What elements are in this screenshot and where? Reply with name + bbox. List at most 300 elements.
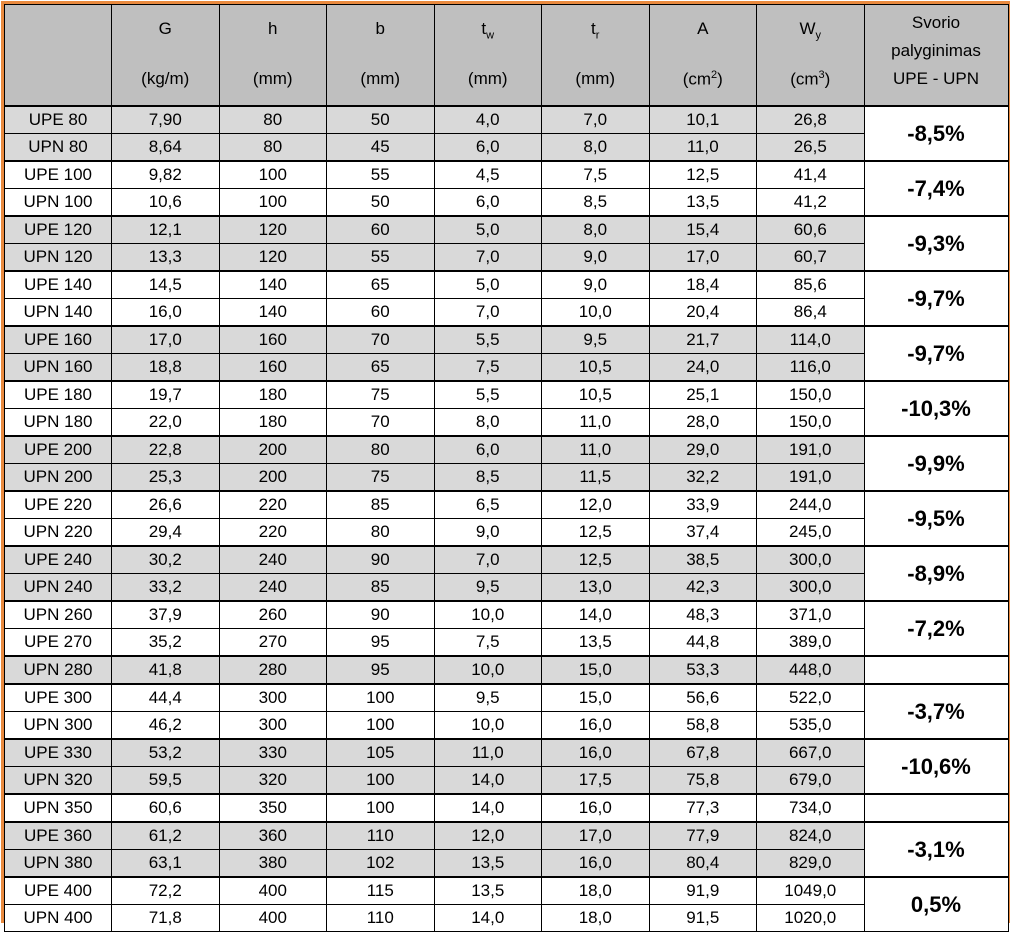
profile-name-cell: UPN 180 xyxy=(5,409,112,437)
table-row xyxy=(5,850,1009,878)
table-row xyxy=(5,161,1009,189)
value-cell: 7,90 xyxy=(112,106,220,134)
value-cell: 11,0 xyxy=(542,436,650,464)
value-cell: 26,6 xyxy=(112,491,220,519)
profile-name-cell: UPE 200 xyxy=(5,436,112,464)
value-cell: 6,0 xyxy=(434,436,542,464)
header-comparison xyxy=(864,5,1008,107)
header-symbol-text: G xyxy=(158,19,172,38)
value-cell: 13,5 xyxy=(434,850,542,878)
value-cell: 71,8 xyxy=(112,905,220,932)
value-cell: 10,0 xyxy=(434,712,542,740)
value-cell: 11,5 xyxy=(542,464,650,492)
value-cell: 120 xyxy=(219,244,327,272)
value-cell: 120 xyxy=(219,216,327,244)
value-cell: 300,0 xyxy=(757,546,865,574)
header-symbol-text: W xyxy=(799,19,816,38)
header-symbol-text: t xyxy=(481,19,487,38)
header-unit-text: (mm) xyxy=(467,69,508,88)
value-cell: 16,0 xyxy=(542,850,650,878)
header-comparison-line3: UPE - UPN xyxy=(893,69,979,88)
value-cell: 9,5 xyxy=(434,574,542,602)
value-cell: 85 xyxy=(327,491,435,519)
table-row xyxy=(5,739,1009,767)
value-cell: 300,0 xyxy=(757,574,865,602)
header-symbol-text: b xyxy=(375,19,385,38)
header-profile-name xyxy=(5,5,112,107)
comparison-cell: -8,5% xyxy=(864,106,1008,161)
profile-name-cell: UPN 300 xyxy=(5,712,112,740)
value-cell: 280 xyxy=(219,656,327,684)
value-cell: 29,0 xyxy=(649,436,757,464)
profile-name-cell: UPN 260 xyxy=(5,601,112,629)
value-cell: 86,4 xyxy=(757,299,865,327)
value-cell: 11,0 xyxy=(649,134,757,162)
profile-name-cell: UPN 240 xyxy=(5,574,112,602)
value-cell: 180 xyxy=(219,381,327,409)
value-cell: 13,5 xyxy=(434,877,542,905)
table-row xyxy=(5,794,1009,822)
header-symbol-subscript: r xyxy=(595,29,600,42)
value-cell: 150,0 xyxy=(757,409,865,437)
value-cell: 25,1 xyxy=(649,381,757,409)
value-cell: 30,2 xyxy=(112,546,220,574)
value-cell: 29,4 xyxy=(112,519,220,547)
value-cell: 360 xyxy=(219,822,327,850)
value-cell: 100 xyxy=(327,684,435,712)
value-cell: 14,0 xyxy=(434,767,542,795)
table-row xyxy=(5,684,1009,712)
value-cell: 17,0 xyxy=(542,822,650,850)
value-cell: 8,5 xyxy=(542,189,650,217)
header-symbol xyxy=(327,19,434,39)
value-cell: 22,8 xyxy=(112,436,220,464)
value-cell: 829,0 xyxy=(757,850,865,878)
value-cell: 56,6 xyxy=(649,684,757,712)
value-cell: 679,0 xyxy=(757,767,865,795)
value-cell: 15,0 xyxy=(542,656,650,684)
value-cell: 330 xyxy=(219,739,327,767)
value-cell: 320 xyxy=(219,767,327,795)
value-cell: 17,0 xyxy=(112,326,220,354)
value-cell: 60 xyxy=(327,299,435,327)
value-cell: 80 xyxy=(219,134,327,162)
header-comparison-text xyxy=(865,9,1008,93)
header-unit xyxy=(112,69,219,89)
value-cell: 8,5 xyxy=(434,464,542,492)
profile-name-cell: UPN 140 xyxy=(5,299,112,327)
value-cell: 667,0 xyxy=(757,739,865,767)
value-cell: 28,0 xyxy=(649,409,757,437)
value-cell: 245,0 xyxy=(757,519,865,547)
value-cell: 10,0 xyxy=(434,656,542,684)
profile-comparison-table xyxy=(4,4,1009,932)
value-cell: 67,8 xyxy=(649,739,757,767)
value-cell: 1020,0 xyxy=(757,905,865,932)
value-cell: 77,9 xyxy=(649,822,757,850)
comparison-cell: -3,7% xyxy=(864,684,1008,739)
value-cell: 8,0 xyxy=(434,409,542,437)
value-cell: 10,0 xyxy=(434,601,542,629)
header-col-1 xyxy=(219,5,327,107)
value-cell: 11,0 xyxy=(542,409,650,437)
value-cell: 80,4 xyxy=(649,850,757,878)
value-cell: 12,0 xyxy=(434,822,542,850)
value-cell: 191,0 xyxy=(757,464,865,492)
value-cell: 102 xyxy=(327,850,435,878)
comparison-cell: -9,9% xyxy=(864,436,1008,491)
value-cell: 75 xyxy=(327,464,435,492)
table-row xyxy=(5,189,1009,217)
value-cell: 18,0 xyxy=(542,905,650,932)
value-cell: 11,0 xyxy=(434,739,542,767)
value-cell: 21,7 xyxy=(649,326,757,354)
profile-name-cell: UPE 180 xyxy=(5,381,112,409)
value-cell: 160 xyxy=(219,326,327,354)
value-cell: 15,0 xyxy=(542,684,650,712)
value-cell: 100 xyxy=(327,767,435,795)
value-cell: 9,0 xyxy=(434,519,542,547)
value-cell: 10,1 xyxy=(649,106,757,134)
value-cell: 7,5 xyxy=(542,161,650,189)
value-cell: 70 xyxy=(327,409,435,437)
header-col-6 xyxy=(757,5,865,107)
table-row xyxy=(5,326,1009,354)
value-cell: 18,4 xyxy=(649,271,757,299)
value-cell: 61,2 xyxy=(112,822,220,850)
table-row xyxy=(5,271,1009,299)
profile-name-cell: UPN 280 xyxy=(5,656,112,684)
value-cell: 65 xyxy=(327,271,435,299)
value-cell: 380 xyxy=(219,850,327,878)
value-cell: 80 xyxy=(327,436,435,464)
value-cell: 72,2 xyxy=(112,877,220,905)
value-cell: 180 xyxy=(219,409,327,437)
value-cell: 77,3 xyxy=(649,794,757,822)
value-cell: 260 xyxy=(219,601,327,629)
header-col-4 xyxy=(542,5,650,107)
value-cell: 38,5 xyxy=(649,546,757,574)
table-row xyxy=(5,656,1009,684)
value-cell: 114,0 xyxy=(757,326,865,354)
table-row xyxy=(5,574,1009,602)
value-cell: 10,5 xyxy=(542,354,650,382)
header-unit-text: (mm) xyxy=(252,69,293,88)
comparison-cell: -9,7% xyxy=(864,271,1008,326)
header-unit xyxy=(757,69,864,90)
profile-name-cell: UPN 350 xyxy=(5,794,112,822)
value-cell: 12,5 xyxy=(649,161,757,189)
table-row xyxy=(5,767,1009,795)
value-cell: 140 xyxy=(219,271,327,299)
value-cell: 24,0 xyxy=(649,354,757,382)
value-cell: 13,5 xyxy=(649,189,757,217)
value-cell: 14,0 xyxy=(542,601,650,629)
value-cell: 26,5 xyxy=(757,134,865,162)
header-col-5 xyxy=(649,5,757,107)
value-cell: 91,5 xyxy=(649,905,757,932)
value-cell: 16,0 xyxy=(542,739,650,767)
value-cell: 5,0 xyxy=(434,271,542,299)
comparison-cell: -3,1% xyxy=(864,822,1008,877)
value-cell: 13,3 xyxy=(112,244,220,272)
profile-name-cell: UPN 380 xyxy=(5,850,112,878)
header-symbol xyxy=(542,19,649,41)
profile-name-cell: UPN 200 xyxy=(5,464,112,492)
header-unit-end: ) xyxy=(717,69,723,89)
value-cell: 37,4 xyxy=(649,519,757,547)
profile-name-cell: UPE 300 xyxy=(5,684,112,712)
header-symbol-subscript: w xyxy=(486,29,495,42)
comparison-cell: -7,4% xyxy=(864,161,1008,216)
value-cell: 32,2 xyxy=(649,464,757,492)
value-cell: 60 xyxy=(327,216,435,244)
value-cell: 91,9 xyxy=(649,877,757,905)
header-unit-superscript: 2 xyxy=(711,69,718,81)
table-row xyxy=(5,822,1009,850)
header-symbol xyxy=(112,19,219,39)
value-cell: 9,0 xyxy=(542,271,650,299)
value-cell: 33,2 xyxy=(112,574,220,602)
value-cell: 16,0 xyxy=(112,299,220,327)
value-cell: 8,64 xyxy=(112,134,220,162)
header-unit xyxy=(220,69,327,89)
profile-name-cell: UPE 330 xyxy=(5,739,112,767)
value-cell: 824,0 xyxy=(757,822,865,850)
value-cell: 7,0 xyxy=(434,244,542,272)
value-cell: 6,0 xyxy=(434,189,542,217)
value-cell: 4,5 xyxy=(434,161,542,189)
header-unit xyxy=(327,69,434,89)
comparison-cell: -9,3% xyxy=(864,216,1008,271)
value-cell: 16,0 xyxy=(542,794,650,822)
value-cell: 14,0 xyxy=(434,905,542,932)
header-symbol-text: t xyxy=(591,19,596,38)
value-cell: 535,0 xyxy=(757,712,865,740)
value-cell: 100 xyxy=(327,794,435,822)
comparison-cell: 0,5% xyxy=(864,877,1008,932)
value-cell: 9,0 xyxy=(542,244,650,272)
value-cell: 53,3 xyxy=(649,656,757,684)
value-cell: 734,0 xyxy=(757,794,865,822)
value-cell: 85 xyxy=(327,574,435,602)
table-row xyxy=(5,464,1009,492)
value-cell: 18,0 xyxy=(542,877,650,905)
value-cell: 53,2 xyxy=(112,739,220,767)
value-cell: 12,1 xyxy=(112,216,220,244)
table-row xyxy=(5,216,1009,244)
value-cell: 7,0 xyxy=(434,299,542,327)
table-row xyxy=(5,491,1009,519)
value-cell: 95 xyxy=(327,629,435,657)
value-cell: 5,5 xyxy=(434,381,542,409)
header-symbol-subscript: y xyxy=(815,29,822,42)
table-row xyxy=(5,905,1009,932)
value-cell: 300 xyxy=(219,684,327,712)
value-cell: 42,3 xyxy=(649,574,757,602)
value-cell: 371,0 xyxy=(757,601,865,629)
value-cell: 240 xyxy=(219,574,327,602)
table-row xyxy=(5,601,1009,629)
comparison-cell: -10,3% xyxy=(864,381,1008,436)
value-cell: 13,5 xyxy=(542,629,650,657)
table-row xyxy=(5,409,1009,437)
header-unit-end: ) xyxy=(824,69,831,89)
value-cell: 50 xyxy=(327,106,435,134)
value-cell: 389,0 xyxy=(757,629,865,657)
value-cell: 44,4 xyxy=(112,684,220,712)
value-cell: 60,6 xyxy=(757,216,865,244)
value-cell: 7,5 xyxy=(434,354,542,382)
table-row xyxy=(5,546,1009,574)
table-row xyxy=(5,354,1009,382)
value-cell: 95 xyxy=(327,656,435,684)
value-cell: 12,0 xyxy=(542,491,650,519)
value-cell: 14,0 xyxy=(434,794,542,822)
value-cell: 37,9 xyxy=(112,601,220,629)
value-cell: 9,5 xyxy=(542,326,650,354)
value-cell: 18,8 xyxy=(112,354,220,382)
comparison-cell: -9,7% xyxy=(864,326,1008,381)
profile-name-cell: UPN 160 xyxy=(5,354,112,382)
header-symbol xyxy=(435,19,542,41)
table-row xyxy=(5,519,1009,547)
value-cell: 400 xyxy=(219,877,327,905)
value-cell: 65 xyxy=(327,354,435,382)
header-unit xyxy=(435,69,542,89)
value-cell: 41,2 xyxy=(757,189,865,217)
header-unit xyxy=(542,69,649,89)
value-cell: 240 xyxy=(219,546,327,574)
value-cell: 20,4 xyxy=(649,299,757,327)
value-cell: 110 xyxy=(327,905,435,932)
value-cell: 6,0 xyxy=(434,134,542,162)
value-cell: 270 xyxy=(219,629,327,657)
value-cell: 41,8 xyxy=(112,656,220,684)
value-cell: 80 xyxy=(219,106,327,134)
value-cell: 10,0 xyxy=(542,299,650,327)
value-cell: 5,0 xyxy=(434,216,542,244)
value-cell: 13,0 xyxy=(542,574,650,602)
value-cell: 55 xyxy=(327,161,435,189)
profile-name-cell: UPN 320 xyxy=(5,767,112,795)
profile-name-cell: UPE 270 xyxy=(5,629,112,657)
value-cell: 9,5 xyxy=(434,684,542,712)
comparison-cell: -10,6% xyxy=(864,739,1008,794)
profile-name-cell: UPE 120 xyxy=(5,216,112,244)
comparison-cell xyxy=(864,794,1008,822)
profile-name-cell: UPE 220 xyxy=(5,491,112,519)
profile-name-cell: UPE 400 xyxy=(5,877,112,905)
value-cell: 150,0 xyxy=(757,381,865,409)
value-cell: 70 xyxy=(327,326,435,354)
comparison-cell: -9,5% xyxy=(864,491,1008,546)
value-cell: 26,8 xyxy=(757,106,865,134)
value-cell: 191,0 xyxy=(757,436,865,464)
value-cell: 35,2 xyxy=(112,629,220,657)
header-symbol-text: h xyxy=(268,19,278,38)
value-cell: 85,6 xyxy=(757,271,865,299)
profile-name-cell: UPE 360 xyxy=(5,822,112,850)
header-row xyxy=(5,5,1009,107)
value-cell: 12,5 xyxy=(542,519,650,547)
comparison-cell: -7,2% xyxy=(864,601,1008,656)
value-cell: 8,0 xyxy=(542,134,650,162)
value-cell: 7,0 xyxy=(434,546,542,574)
value-cell: 220 xyxy=(219,519,327,547)
profile-name-cell: UPE 100 xyxy=(5,161,112,189)
value-cell: 25,3 xyxy=(112,464,220,492)
header-symbol xyxy=(220,19,327,39)
comparison-cell: -8,9% xyxy=(864,546,1008,601)
profile-name-cell: UPN 220 xyxy=(5,519,112,547)
value-cell: 100 xyxy=(219,189,327,217)
value-cell: 116,0 xyxy=(757,354,865,382)
value-cell: 100 xyxy=(327,712,435,740)
value-cell: 17,0 xyxy=(649,244,757,272)
value-cell: 12,5 xyxy=(542,546,650,574)
value-cell: 60,7 xyxy=(757,244,865,272)
value-cell: 60,6 xyxy=(112,794,220,822)
value-cell: 7,5 xyxy=(434,629,542,657)
value-cell: 115 xyxy=(327,877,435,905)
value-cell: 90 xyxy=(327,546,435,574)
header-col-2 xyxy=(327,5,435,107)
value-cell: 448,0 xyxy=(757,656,865,684)
profile-name-cell: UPN 80 xyxy=(5,134,112,162)
value-cell: 50 xyxy=(327,189,435,217)
value-cell: 55 xyxy=(327,244,435,272)
value-cell: 46,2 xyxy=(112,712,220,740)
value-cell: 58,8 xyxy=(649,712,757,740)
value-cell: 200 xyxy=(219,436,327,464)
value-cell: 10,5 xyxy=(542,381,650,409)
table-row xyxy=(5,381,1009,409)
value-cell: 10,6 xyxy=(112,189,220,217)
table-row xyxy=(5,134,1009,162)
table-header xyxy=(5,5,1009,107)
header-col-0 xyxy=(112,5,220,107)
value-cell: 44,8 xyxy=(649,629,757,657)
value-cell: 160 xyxy=(219,354,327,382)
value-cell: 7,0 xyxy=(542,106,650,134)
value-cell: 41,4 xyxy=(757,161,865,189)
value-cell: 19,7 xyxy=(112,381,220,409)
table-row xyxy=(5,299,1009,327)
table-body xyxy=(5,106,1009,932)
table-row xyxy=(5,629,1009,657)
table-row xyxy=(5,436,1009,464)
value-cell: 110 xyxy=(327,822,435,850)
value-cell: 220 xyxy=(219,491,327,519)
value-cell: 9,82 xyxy=(112,161,220,189)
value-cell: 4,0 xyxy=(434,106,542,134)
header-unit-text: (mm) xyxy=(360,69,401,88)
value-cell: 22,0 xyxy=(112,409,220,437)
header-comparison-line2: palyginimas xyxy=(891,41,981,60)
profile-name-cell: UPN 120 xyxy=(5,244,112,272)
header-symbol xyxy=(757,19,864,41)
value-cell: 300 xyxy=(219,712,327,740)
value-cell: 17,5 xyxy=(542,767,650,795)
value-cell: 33,9 xyxy=(649,491,757,519)
profile-name-cell: UPE 240 xyxy=(5,546,112,574)
value-cell: 100 xyxy=(219,161,327,189)
value-cell: 45 xyxy=(327,134,435,162)
value-cell: 1049,0 xyxy=(757,877,865,905)
value-cell: 200 xyxy=(219,464,327,492)
value-cell: 522,0 xyxy=(757,684,865,712)
